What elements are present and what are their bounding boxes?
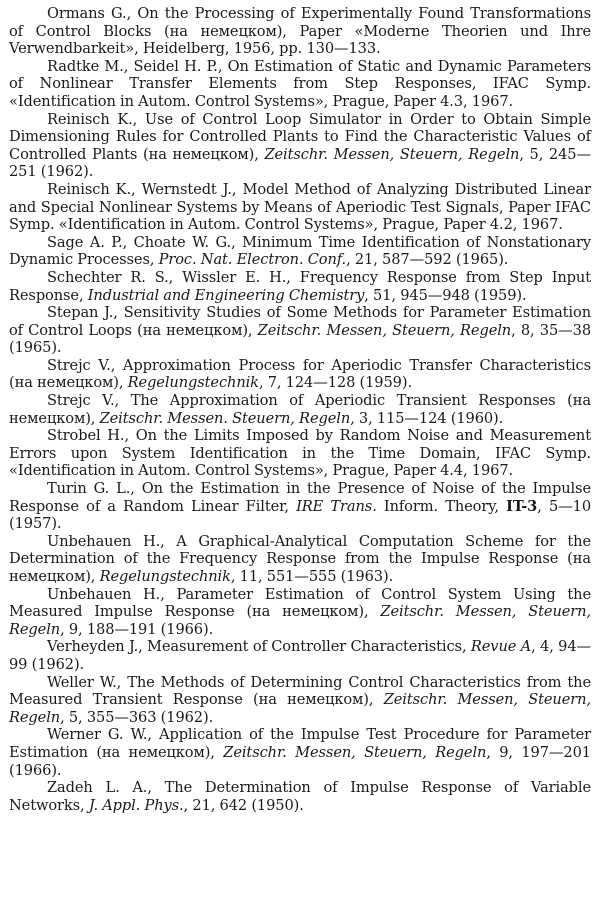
reference-text: Inform. Theory, — [376, 497, 507, 515]
reference-journal: Zeitschr. Messen, Steuern, Regeln — [264, 145, 520, 163]
reference-text: Reinisch K., Use of Control Loop Simulator in Order to Obtain Simple Dimensioning Rules for Controlled Plants to Find the Characteristic Values of Controlled Plants (на немецком), — [9, 110, 591, 163]
reference-entry — [9, 480, 591, 533]
reference-text: , 8, 35—38 (1965). — [9, 321, 591, 357]
reference-text: Weller W., The Methods of Determining Control Characteristics from the Measured Transient Response (на немецком), — [9, 673, 591, 709]
reference-text: Werner G. W., Application of the Impulse Test Procedure for Parameter Estimation (на немецком), — [9, 726, 591, 761]
reference-text: Schechter R. S., Wissler E. H., Frequency Response from Step Input Response, — [9, 268, 591, 304]
reference-entry — [9, 726, 591, 779]
reference-text: Strejc V., Approximation Process for Aperiodic Transfer Characteristics (на немецком), — [9, 356, 591, 392]
reference-text: Unbehauen H., A Graphical-Analytical Computation Scheme for the Determination of the Frequency Response from the Impulse Response (на немецком), — [9, 532, 591, 585]
reference-text: Turin G. L., On the Estimation in the Presence of Noise of the Impulse Response of a Random Linear Filter, — [9, 480, 591, 515]
reference-entry — [9, 427, 591, 480]
reference-text: , 21, 587—592 (1965). — [346, 251, 509, 269]
reference-entry — [9, 638, 591, 673]
reference-journal: Zeitschr. Messen, Steuern, Regeln — [9, 691, 591, 726]
reference-journal: Industrial and Engineering Chemistry — [87, 286, 365, 304]
reference-text: Reinisch K., Wernstedt J., Model Method of Analyzing Distributed Linear and Special Nonlinear Systems by Means of Aperiodic Test Signals, Paper IFAC Symp. «Identification in Autom. Control Systems», Prague, Paper 4.2, 1967. — [9, 180, 591, 234]
reference-text: Strobel H., On the Limits Imposed by Random Noise and Measurement Errors upon System Identification in the Time Domain, IFAC Symp. «Identification in Autom. Control Systems», Prague, Paper 4.4, 1967. — [9, 427, 591, 480]
reference-journal: IRE Trans. — [296, 497, 377, 515]
reference-text: Verheyden J., Measurement of Controller Characteristics, — [47, 638, 471, 656]
reference-journal: Zeitschr. Messen. Steuern, Regeln — [99, 409, 351, 427]
reference-entry — [9, 234, 591, 269]
reference-list — [9, 5, 591, 814]
reference-text: , 5—10 (1957). — [9, 497, 592, 533]
reference-journal: Zeitschr. Messen, Steuern, Regeln — [257, 321, 512, 339]
reference-entry — [9, 392, 591, 427]
reference-text: Strejc V., The Approximation of Aperiodic Transient Responses (на немецком), — [9, 392, 591, 427]
reference-journal: Zeitschr. Messen, Steuern, Regeln — [223, 743, 487, 761]
reference-entry — [9, 779, 591, 814]
reference-journal: Regelungstechnik — [127, 374, 259, 392]
reference-text: , 9, 188—191 (1966). — [60, 620, 214, 638]
reference-text: , 5, 355—363 (1962). — [60, 708, 214, 726]
reference-text: , 9, 197—201 (1966). — [9, 743, 591, 779]
reference-volume: IT-3 — [506, 497, 538, 515]
reference-text: , 51, 945—948 (1959). — [364, 286, 527, 304]
reference-text: , 11, 551—555 (1963). — [230, 568, 394, 585]
reference-text: Sage A. P., Choate W. G., Minimum Time Identification of Nonstationary Dynamic Processes, — [9, 233, 591, 269]
reference-journal: Proc. Nat. Electron. Conf. — [158, 251, 347, 269]
reference-text: , 21, 642 (1950). — [183, 796, 304, 814]
reference-entry — [9, 674, 591, 727]
reference-journal: J. Appl. Phys. — [88, 796, 184, 814]
reference-text: , 5, 245—251 (1962). — [9, 145, 591, 181]
reference-text: Ormans G., On the Processing of Experimentally Found Transformations of Control Blocks (на немецком), Paper «Moderne Theorien und Ihre Verwendbarkeit», Heidelberg, 1956, pp. 130—133. — [9, 5, 591, 58]
reference-text: Zadeh L. A., The Determination of Impulse Response of Variable Networks, — [9, 779, 591, 814]
reference-text: Unbehauen H., Parameter Estimation of Control System Using the Measured Impulse Response (на немецком), — [9, 585, 591, 621]
reference-entry — [9, 304, 591, 357]
reference-journal: Revue A — [470, 638, 532, 656]
reference-journal: Regelungstechnik — [99, 568, 231, 585]
reference-journal: Zeitschr. Messen, Steuern, Regeln — [9, 603, 591, 638]
reference-text: , 7, 124—128 (1959). — [258, 374, 412, 392]
reference-entry — [9, 5, 591, 58]
reference-text: , 3, 115—124 (1960). — [350, 409, 504, 427]
reference-text: Radtke M., Seidel H. P., On Estimation of Static and Dynamic Parameters of Nonlinear Transfer Elements from Step Responses, IFAC Symp. «Identification in Autom. Control Systems», Prague, Paper 4.3, 1967. — [9, 57, 591, 110]
reference-entry — [9, 58, 591, 111]
reference-entry — [9, 357, 591, 392]
reference-entry — [9, 533, 591, 586]
reference-entry — [9, 181, 591, 234]
reference-entry — [9, 269, 591, 304]
reference-text: , 4, 94—99 (1962). — [9, 638, 591, 673]
reference-text: Stepan J., Sensitivity Studies of Some Methods for Parameter Estimation of Control Loops (на немецком), — [9, 304, 591, 339]
reference-entry — [9, 111, 591, 181]
reference-entry — [9, 586, 591, 639]
